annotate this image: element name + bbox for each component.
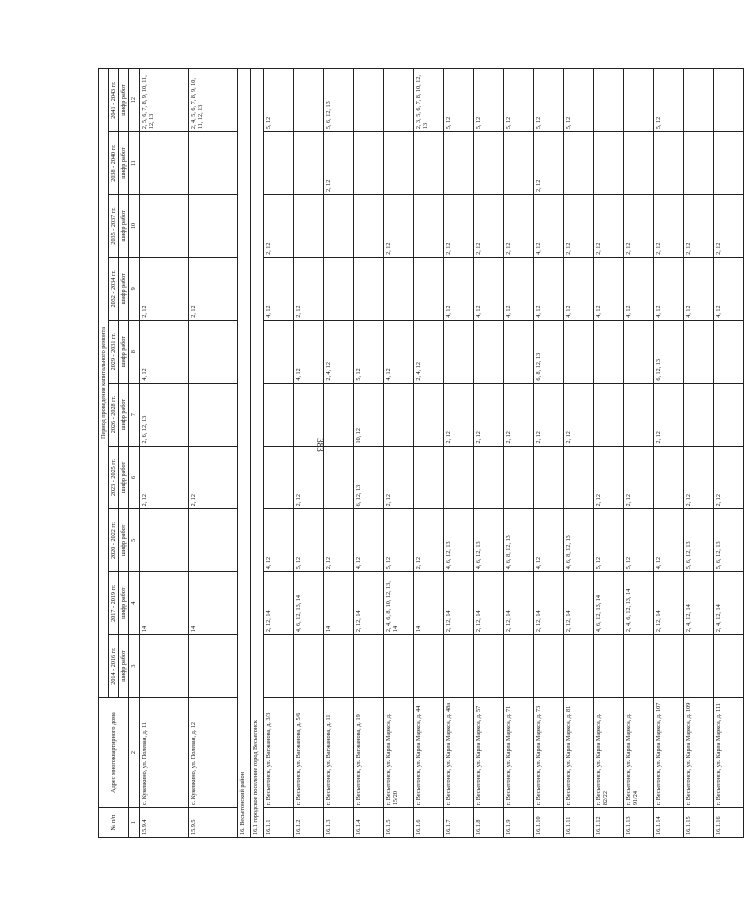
capital-repair-table — [98, 68, 744, 838]
table-row — [353, 69, 383, 838]
work-code-cell: 2, 12 — [563, 383, 593, 446]
work-code-cell — [683, 635, 713, 698]
work-code-cell — [139, 509, 188, 572]
work-code-cell: 2, 6, 12, 13 — [139, 383, 188, 446]
work-code-cell — [353, 69, 383, 132]
work-code-cell — [683, 383, 713, 446]
header-sub-label: шифр работ — [119, 572, 129, 635]
row-address: г. Весьегонск, ул. Карла Маркса, д. 91/24 — [623, 698, 653, 808]
work-code-cell: 14 — [139, 572, 188, 635]
row-address: с. Кукевкино, ул. Полевая, д. 12 — [188, 698, 237, 808]
work-code-cell — [533, 635, 563, 698]
header-column-number: 3 — [129, 635, 139, 698]
work-code-cell: 2, 4, 12 — [413, 320, 443, 383]
work-code-cell — [188, 320, 237, 383]
work-code-cell: 5, 6, 12, 13 — [683, 509, 713, 572]
work-code-cell — [653, 635, 683, 698]
work-code-cell: 4, 12 — [593, 257, 623, 320]
work-code-cell: 5, 12 — [623, 509, 653, 572]
work-code-cell: 2, 12 — [653, 195, 683, 258]
work-code-cell: 2, 4, 6, 12, 13, 14 — [623, 572, 653, 635]
work-code-cell — [593, 320, 623, 383]
work-code-cell — [263, 383, 293, 446]
work-code-cell: 2, 12 — [683, 195, 713, 258]
work-code-cell — [139, 635, 188, 698]
table-row — [533, 69, 563, 838]
work-code-cell: 2, 12 — [323, 132, 353, 195]
work-code-cell: 5, 12 — [383, 509, 413, 572]
row-address: г. Весьегонск, ул. Карла Маркса, д. 44 — [413, 698, 443, 808]
work-code-cell: 2, 12 — [563, 195, 593, 258]
header-period: 2032 - 2034 гг. — [109, 257, 119, 320]
row-address: г. Весьегонск, ул. Вагжанова, д. 19 — [353, 698, 383, 808]
work-code-cell — [383, 257, 413, 320]
work-code-cell — [353, 132, 383, 195]
table-row — [593, 69, 623, 838]
row-number: 16.1.16 — [713, 808, 743, 838]
header-column-number: 11 — [129, 132, 139, 195]
work-code-cell — [683, 69, 713, 132]
header-period: 2038 - 2040 гг. — [109, 132, 119, 195]
work-code-cell — [653, 446, 683, 509]
row-number: 15.9.5 — [188, 808, 237, 838]
header-column-number: 6 — [129, 446, 139, 509]
work-code-cell — [413, 257, 443, 320]
work-code-cell: 2, 12 — [188, 446, 237, 509]
header-address: Адрес многоквартирного дома — [99, 698, 129, 808]
header-column-number: 2 — [129, 698, 139, 808]
table-row — [443, 69, 473, 838]
work-code-cell: 2, 3, 5, 6, 7, 8, 10, 12, 13 — [413, 69, 443, 132]
work-code-cell: 2, 12 — [413, 509, 443, 572]
row-address: г. Весьегонск, ул. Карла Маркса, д. 81 — [563, 698, 593, 808]
work-code-cell: 4, 12 — [503, 257, 533, 320]
work-code-cell: 2, 12 — [503, 383, 533, 446]
page-number: 383 — [314, 438, 325, 452]
header-sub-label: шифр работ — [119, 69, 129, 132]
work-code-cell: 2, 12 — [623, 195, 653, 258]
work-code-cell — [443, 635, 473, 698]
section-title: 16.1 городское поселение город Весьегонск — [250, 69, 263, 838]
table-header — [99, 69, 140, 838]
work-code-cell: 5, 12 — [443, 69, 473, 132]
work-code-cell: 5, 12 — [353, 320, 383, 383]
work-code-cell — [713, 132, 743, 195]
table-row — [413, 69, 443, 838]
work-code-cell: 2, 12 — [188, 257, 237, 320]
work-code-cell: 2, 12 — [533, 383, 563, 446]
row-number: 16.1.5 — [383, 808, 413, 838]
header-period: 2020 - 2022 гг. — [109, 509, 119, 572]
row-number: 16.1.15 — [683, 808, 713, 838]
work-code-cell — [503, 320, 533, 383]
row-number: 16.1.13 — [623, 808, 653, 838]
work-code-cell: 2, 12, 14 — [563, 572, 593, 635]
work-code-cell: 5, 12 — [473, 69, 503, 132]
work-code-cell — [323, 446, 353, 509]
work-code-cell — [383, 69, 413, 132]
work-code-cell — [353, 195, 383, 258]
work-code-cell — [413, 132, 443, 195]
work-code-cell: 6, 12, 13 — [353, 446, 383, 509]
work-code-cell: 4, 6, 8, 12, 13 — [563, 509, 593, 572]
work-code-cell: 2, 4, 12 — [323, 320, 353, 383]
work-code-cell — [188, 383, 237, 446]
work-code-cell — [139, 195, 188, 258]
work-code-cell: 5, 12 — [503, 69, 533, 132]
table-row — [623, 69, 653, 838]
work-code-cell: 2, 12, 14 — [443, 572, 473, 635]
work-code-cell: 2, 12, 14 — [263, 572, 293, 635]
table-row — [713, 69, 743, 838]
table-body — [139, 69, 743, 838]
work-code-cell — [263, 132, 293, 195]
section-row — [250, 69, 263, 838]
header-column-number: 1 — [129, 808, 139, 838]
work-code-cell — [383, 383, 413, 446]
work-code-cell — [323, 195, 353, 258]
work-code-cell — [503, 132, 533, 195]
work-code-cell — [139, 132, 188, 195]
section-row — [237, 69, 250, 838]
work-code-cell: 2, 12 — [139, 446, 188, 509]
work-code-cell: 4, 12 — [623, 257, 653, 320]
work-code-cell: 4, 12 — [263, 257, 293, 320]
work-code-cell: 2, 12 — [533, 132, 563, 195]
work-code-cell — [413, 446, 443, 509]
work-code-cell: 4, 12 — [533, 257, 563, 320]
work-code-cell: 2, 12 — [683, 446, 713, 509]
header-period: 2041 - 2043 гг. — [109, 69, 119, 132]
work-code-cell: 2, 12 — [383, 195, 413, 258]
work-code-cell — [623, 320, 653, 383]
row-address: с. Кукевкино, ул. Полевая, д. 11 — [139, 698, 188, 808]
work-code-cell: 5, 12 — [533, 69, 563, 132]
row-address: г. Весьегонск, ул. Карла Маркса, д. 73 — [533, 698, 563, 808]
header-column-numbers-row — [129, 69, 139, 838]
work-code-cell — [563, 320, 593, 383]
work-code-cell — [383, 635, 413, 698]
row-number: 16.1.7 — [443, 808, 473, 838]
row-number: 16.1.2 — [293, 808, 323, 838]
work-code-cell: 2, 12 — [263, 195, 293, 258]
work-code-cell — [593, 132, 623, 195]
row-address: г. Весьегонск, ул. Карла Маркса, д. 111 — [713, 698, 743, 808]
work-code-cell — [383, 132, 413, 195]
header-column-number: 12 — [129, 69, 139, 132]
table-wrapper — [98, 68, 722, 838]
work-code-cell — [593, 635, 623, 698]
header-column-number: 8 — [129, 320, 139, 383]
header-column-number: 4 — [129, 572, 139, 635]
work-code-cell — [353, 257, 383, 320]
work-code-cell: 2, 4, 5, 6, 7, 8, 9, 10, 11, 12, 13 — [188, 69, 237, 132]
work-code-cell — [473, 635, 503, 698]
header-period: 2029 - 2031 гг. — [109, 320, 119, 383]
row-address: г. Весьегонск, ул. Карла Маркса, д. 82/22 — [593, 698, 623, 808]
work-code-cell — [293, 383, 323, 446]
row-address: г. Весьегонск, ул. Вагжанова, д. 5/6 — [293, 698, 323, 808]
row-address: г. Весьегонск, ул. Карла Маркса, д. 48а — [443, 698, 473, 808]
work-code-cell — [323, 635, 353, 698]
table-row — [293, 69, 323, 838]
work-code-cell — [188, 132, 237, 195]
work-code-cell: 5, 12 — [563, 69, 593, 132]
table-row — [473, 69, 503, 838]
header-sub-label: шифр работ — [119, 195, 129, 258]
table-row — [503, 69, 533, 838]
header-period: 2014 - 2016 гг. — [109, 635, 119, 698]
header-period: 2023 - 2025 гг. — [109, 446, 119, 509]
work-code-cell: 4, 6, 8, 12, 13 — [503, 509, 533, 572]
row-number: 16.1.12 — [593, 808, 623, 838]
work-code-cell — [443, 320, 473, 383]
header-sub-label: шифр работ — [119, 509, 129, 572]
table-row — [653, 69, 683, 838]
row-number: 15.9.4 — [139, 808, 188, 838]
work-code-cell — [443, 132, 473, 195]
row-address: г. Весьегонск, ул. Вагжанова, д. 11 — [323, 698, 353, 808]
work-code-cell: 5, 6, 12, 13 — [713, 509, 743, 572]
work-code-cell: 14 — [413, 572, 443, 635]
work-code-cell: 2, 12, 14 — [653, 572, 683, 635]
work-code-cell: 2, 12 — [473, 195, 503, 258]
header-sub-label: шифр работ — [119, 446, 129, 509]
work-code-cell — [623, 635, 653, 698]
table-row — [383, 69, 413, 838]
work-code-cell: 2, 12 — [293, 446, 323, 509]
work-code-cell — [593, 383, 623, 446]
work-code-cell — [188, 195, 237, 258]
work-code-cell: 2, 12 — [323, 509, 353, 572]
work-code-cell — [593, 69, 623, 132]
work-code-cell — [683, 132, 713, 195]
header-period-group: Период проведения капитального ремонта — [99, 69, 109, 698]
header-column-number: 9 — [129, 257, 139, 320]
header-column-number: 7 — [129, 383, 139, 446]
work-code-cell — [473, 132, 503, 195]
work-code-cell: 2, 12 — [443, 195, 473, 258]
work-code-cell — [353, 635, 383, 698]
row-address: г. Весьегонск, ул. Карла Маркса, д. 71 — [503, 698, 533, 808]
work-code-cell — [413, 635, 443, 698]
table-row — [263, 69, 293, 838]
work-code-cell — [263, 320, 293, 383]
work-code-cell: 4, 6, 12, 13, 14 — [293, 572, 323, 635]
header-sub-label: шифр работ — [119, 320, 129, 383]
work-code-cell — [188, 635, 237, 698]
work-code-cell: 4, 12 — [443, 257, 473, 320]
work-code-cell: 6, 12, 13 — [653, 320, 683, 383]
work-code-cell — [188, 509, 237, 572]
work-code-cell: 4, 12 — [353, 509, 383, 572]
work-code-cell: 4, 12 — [473, 257, 503, 320]
row-number: 16.1.14 — [653, 808, 683, 838]
work-code-cell: 2, 12 — [503, 195, 533, 258]
row-number: 16.1.11 — [563, 808, 593, 838]
work-code-cell — [473, 446, 503, 509]
work-code-cell: 4, 12 — [653, 509, 683, 572]
work-code-cell: 2, 12 — [623, 446, 653, 509]
header-number: № п/п — [99, 808, 129, 838]
work-code-cell: 4, 12 — [563, 257, 593, 320]
header-sub-label: шифр работ — [119, 383, 129, 446]
row-address: г. Весьегонск, ул. Карла Маркса, д. 57 — [473, 698, 503, 808]
work-code-cell: 4, 12 — [139, 320, 188, 383]
work-code-cell — [293, 69, 323, 132]
work-code-cell — [563, 635, 593, 698]
work-code-cell: 2, 12 — [713, 446, 743, 509]
work-code-cell — [713, 635, 743, 698]
work-code-cell: 2, 12, 14 — [503, 572, 533, 635]
work-code-cell: 5, 6, 12, 13 — [323, 69, 353, 132]
row-number: 16.1.9 — [503, 808, 533, 838]
work-code-cell — [563, 446, 593, 509]
work-code-cell: 4, 12 — [653, 257, 683, 320]
work-code-cell — [413, 383, 443, 446]
table-row — [139, 69, 188, 838]
work-code-cell: 6, 8, 12, 13 — [533, 320, 563, 383]
work-code-cell: 5, 12 — [293, 509, 323, 572]
work-code-cell: 4, 12 — [383, 320, 413, 383]
row-number: 16.1.4 — [353, 808, 383, 838]
header-sub-label: шифр работ — [119, 257, 129, 320]
work-code-cell: 2, 4, 12, 14 — [713, 572, 743, 635]
work-code-cell: 4, 6, 12, 13 — [443, 509, 473, 572]
work-code-cell: 5, 12 — [653, 69, 683, 132]
work-code-cell: 4, 12 — [263, 509, 293, 572]
work-code-cell: 2, 12 — [593, 195, 623, 258]
work-code-cell: 2, 5, 6, 7, 8, 9, 10, 11, 12, 13 — [139, 69, 188, 132]
work-code-cell — [623, 132, 653, 195]
work-code-cell: 2, 12 — [293, 257, 323, 320]
work-code-cell: 5, 12 — [263, 69, 293, 132]
work-code-cell — [713, 69, 743, 132]
header-period: 2017 - 2019 гг. — [109, 572, 119, 635]
work-code-cell: 2, 12, 14 — [353, 572, 383, 635]
work-code-cell: 2, 12 — [443, 383, 473, 446]
work-code-cell — [263, 635, 293, 698]
work-code-cell — [623, 383, 653, 446]
work-code-cell: 4, 12 — [293, 320, 323, 383]
work-code-cell: 10, 12 — [353, 383, 383, 446]
work-code-cell — [533, 446, 563, 509]
row-address: г. Весьегонск, ул. Вагжанова, д. 3/3 — [263, 698, 293, 808]
work-code-cell: 2, 12 — [593, 446, 623, 509]
work-code-cell: 4, 12 — [533, 509, 563, 572]
work-code-cell — [713, 320, 743, 383]
table-row — [323, 69, 353, 838]
work-code-cell — [323, 257, 353, 320]
work-code-cell — [623, 69, 653, 132]
row-address: г. Весьегонск, ул. Карла Маркса, д. 107 — [653, 698, 683, 808]
work-code-cell — [563, 132, 593, 195]
work-code-cell: 2, 12 — [383, 446, 413, 509]
table-row — [683, 69, 713, 838]
work-code-cell: 2, 12, 14 — [473, 572, 503, 635]
work-code-cell — [323, 383, 353, 446]
header-column-number: 10 — [129, 195, 139, 258]
work-code-cell — [293, 635, 323, 698]
section-title: 16. Весьегонский район — [237, 69, 250, 838]
work-code-cell — [293, 132, 323, 195]
work-code-cell: 4, 6, 12, 13 — [473, 509, 503, 572]
row-address: г. Весьегонск, ул. Карла Маркса, д. 15/20 — [383, 698, 413, 808]
header-sub-label: шифр работ — [119, 635, 129, 698]
work-code-cell — [263, 446, 293, 509]
work-code-cell — [473, 320, 503, 383]
work-code-cell: 2, 12 — [139, 257, 188, 320]
work-code-cell: 2, 4, 12, 14 — [683, 572, 713, 635]
work-code-cell: 14 — [188, 572, 237, 635]
row-address: г. Весьегонск, ул. Карла Маркса, д. 109 — [683, 698, 713, 808]
table-row — [188, 69, 237, 838]
work-code-cell — [413, 195, 443, 258]
work-code-cell — [683, 320, 713, 383]
rotated-table-frame — [98, 68, 722, 838]
header-sub-label: шифр работ — [119, 132, 129, 195]
work-code-cell — [653, 132, 683, 195]
work-code-cell — [503, 635, 533, 698]
work-code-cell — [293, 195, 323, 258]
work-code-cell: 14 — [323, 572, 353, 635]
work-code-cell: 2, 12 — [653, 383, 683, 446]
work-code-cell: 4, 12 — [533, 195, 563, 258]
work-code-cell: 2, 4, 6, 8, 10, 12, 13, 14 — [383, 572, 413, 635]
work-code-cell — [443, 446, 473, 509]
work-code-cell — [713, 383, 743, 446]
header-period: 2035 - 2037 гг. — [109, 195, 119, 258]
header-period: 2026 - 2028 гг. — [109, 383, 119, 446]
row-number: 16.1.8 — [473, 808, 503, 838]
work-code-cell — [503, 446, 533, 509]
work-code-cell: 2, 12 — [473, 383, 503, 446]
row-number: 16.1.10 — [533, 808, 563, 838]
work-code-cell: 4, 6, 12, 13, 14 — [593, 572, 623, 635]
row-number: 16.1.1 — [263, 808, 293, 838]
work-code-cell: 4, 12 — [683, 257, 713, 320]
work-code-cell: 2, 12 — [713, 195, 743, 258]
header-column-number: 5 — [129, 509, 139, 572]
table-row — [563, 69, 593, 838]
row-number: 16.1.6 — [413, 808, 443, 838]
work-code-cell: 4, 12 — [713, 257, 743, 320]
row-number: 16.1.3 — [323, 808, 353, 838]
work-code-cell: 5, 12 — [593, 509, 623, 572]
work-code-cell: 2, 12, 14 — [533, 572, 563, 635]
